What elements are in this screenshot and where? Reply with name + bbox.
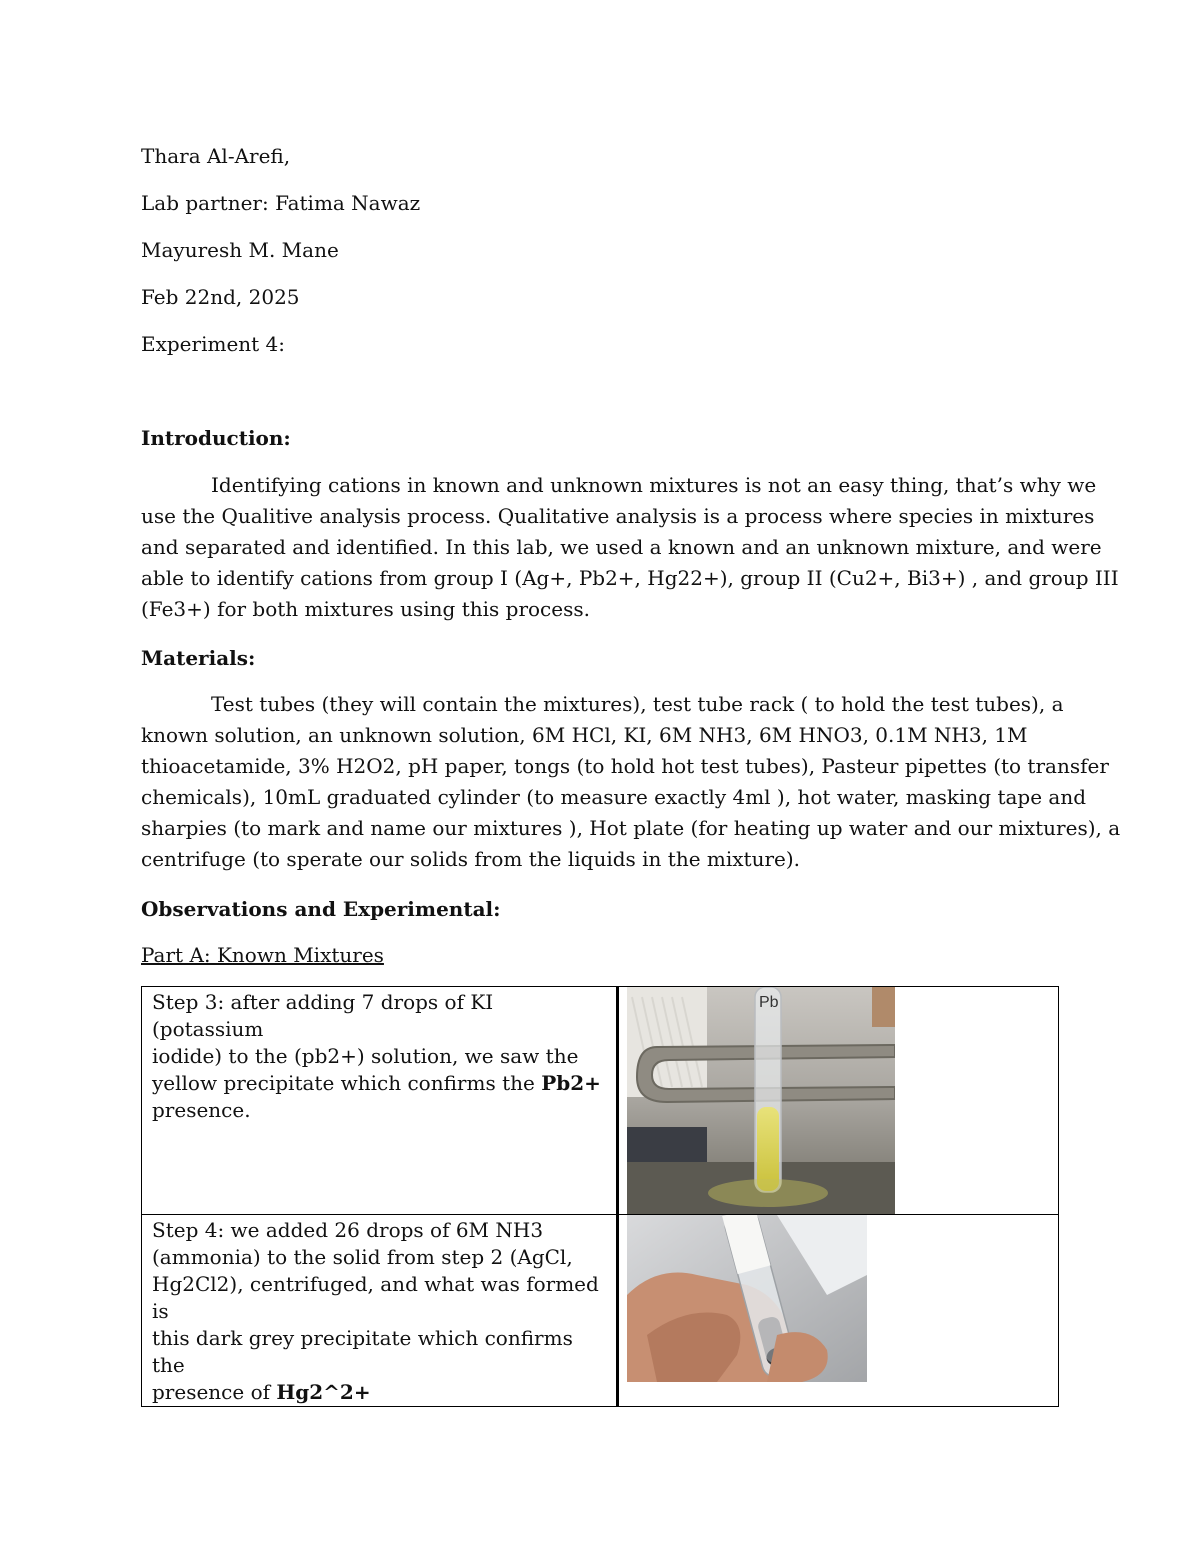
- cell-line: this dark grey precipitate which confirms the: [152, 1326, 573, 1377]
- cell-line: presence.: [152, 1098, 251, 1122]
- intro-line: able to identify cations from group I (Ag+, Pb2+, Hg22+), group II (Cu2+, Bi3+) , and group III: [141, 566, 1119, 590]
- materials-line: chemicals), 10mL graduated cylinder (to measure exactly 4ml ), hot water, masking tape and: [141, 785, 1087, 809]
- cell-line: (ammonia) to the solid from step 2 (AgCl,: [152, 1245, 573, 1269]
- introduction-paragraph: [141, 470, 1119, 625]
- materials-line: known solution, an unknown solution, 6M HCl, KI, 6M NH3, 6M HNO3, 0.1M NH3, 1M: [141, 723, 1028, 747]
- author-name: Thara Al-Arefi,: [141, 144, 291, 168]
- observations-heading: Observations and Experimental:: [141, 897, 501, 921]
- instructor-name: Mayuresh M. Mane: [141, 238, 339, 262]
- introduction-heading: Introduction:: [141, 426, 291, 450]
- part-a-heading: Part A: Known Mixtures: [141, 943, 384, 967]
- materials-line: sharpies (to mark and name our mixtures ), Hot plate (for heating up water and our mixtures), a: [141, 816, 1121, 840]
- materials-line: thioacetamide, 3% H2O2, pH paper, tongs (to hold hot test tubes), Pasteur pipettes (to transfer: [141, 754, 1109, 778]
- ion-highlight: Hg2^2+: [276, 1380, 371, 1404]
- test-tube-rack-image: [627, 987, 895, 1214]
- step-3-photo-cell: [618, 987, 1059, 1215]
- cell-line: Step 4: we added 26 drops of 6M NH3: [152, 1218, 544, 1242]
- grey-precipitate-photo: [627, 1215, 867, 1382]
- step-3-description: [142, 987, 618, 1215]
- observations-table: [141, 986, 1059, 1407]
- table-row: [142, 987, 1059, 1215]
- intro-line: and separated and identified. In this lab, we used a known and an unknown mixture, and were: [141, 535, 1102, 559]
- materials-paragraph: [141, 689, 1121, 875]
- table-row: [142, 1215, 1059, 1407]
- tube-label: Pb: [759, 994, 779, 1011]
- hand-holding-tube-image: [627, 1215, 867, 1382]
- materials-line: Test tubes (they will contain the mixtures), test tube rack ( to hold the test tubes), a: [211, 692, 1064, 716]
- step-4-photo-cell: [618, 1215, 1059, 1407]
- lab-partner: Lab partner: Fatima Nawaz: [141, 191, 421, 215]
- cell-line: Step 3: after adding 7 drops of KI (potassium: [152, 990, 494, 1041]
- report-date: Feb 22nd, 2025: [141, 285, 300, 309]
- intro-line: use the Qualitive analysis process. Qualitative analysis is a process where species in mixtures: [141, 504, 1095, 528]
- yellow-precipitate-photo: [627, 987, 895, 1214]
- materials-line: centrifuge (to sperate our solids from the liquids in the mixture).: [141, 847, 801, 871]
- experiment-label: Experiment 4:: [141, 332, 286, 356]
- ion-highlight: Pb2+: [541, 1071, 601, 1095]
- intro-line: (Fe3+) for both mixtures using this process.: [141, 597, 590, 621]
- intro-line: Identifying cations in known and unknown mixtures is not an easy thing, that’s why we: [211, 473, 1097, 497]
- materials-heading: Materials:: [141, 646, 256, 670]
- cell-line: Hg2Cl2), centrifuged, and what was formed is: [152, 1272, 599, 1323]
- step-4-description: [142, 1215, 618, 1407]
- cell-line: iodide) to the (pb2+) solution, we saw the: [152, 1044, 579, 1068]
- cell-line: yellow precipitate which confirms the: [152, 1071, 542, 1095]
- cell-line: presence of: [152, 1380, 277, 1404]
